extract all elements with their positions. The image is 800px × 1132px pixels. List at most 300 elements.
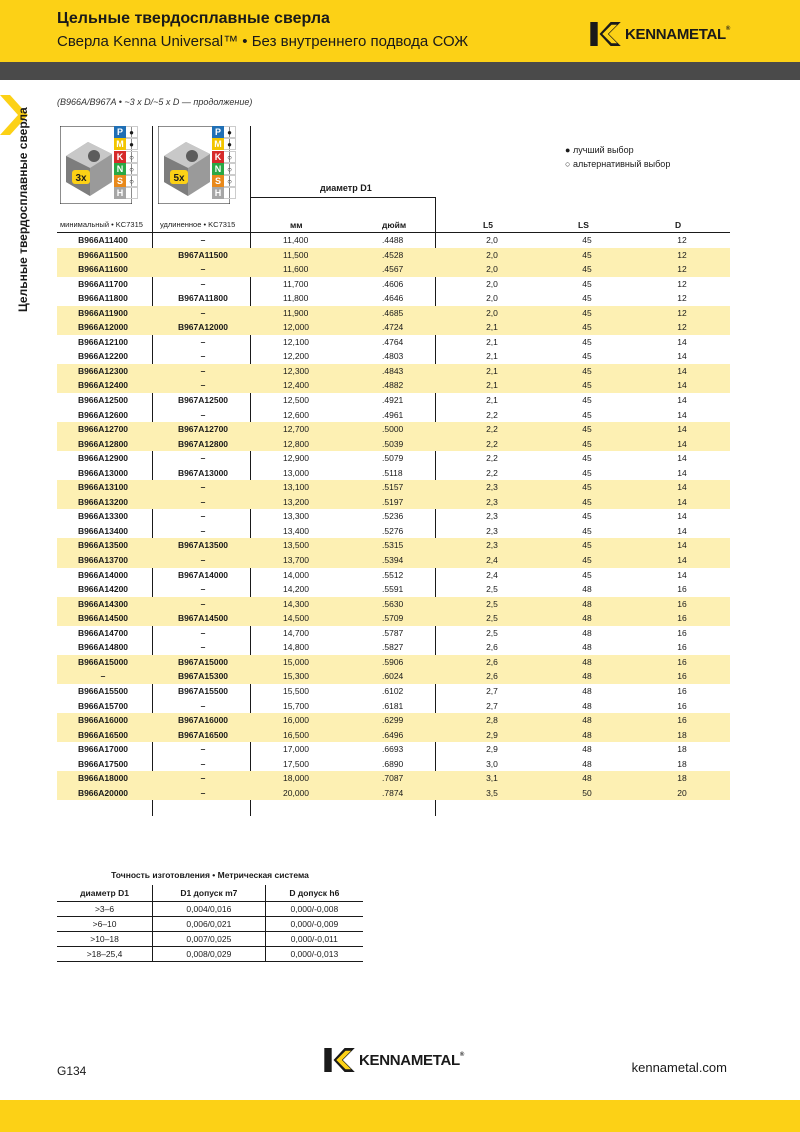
material-letter: K bbox=[212, 151, 224, 163]
d-cell: 14 bbox=[677, 424, 687, 435]
diameter-inch-cell: .4528 bbox=[382, 249, 404, 260]
table-row bbox=[57, 291, 730, 306]
d-cell: 16 bbox=[677, 656, 687, 667]
d-cell: 14 bbox=[677, 525, 687, 536]
d-cell: 18 bbox=[677, 758, 687, 769]
order-ext-cell: B967A11500 bbox=[178, 249, 228, 260]
l5-cell: 2,3 bbox=[486, 511, 498, 522]
l5-cell: 2,1 bbox=[486, 365, 498, 376]
order-ext-cell: – bbox=[200, 555, 206, 566]
diameter-mm-cell: 11,800 bbox=[283, 293, 309, 304]
l5-cell: 2,4 bbox=[486, 569, 498, 580]
tol-cell: 0,008/0,029 bbox=[153, 946, 266, 961]
table-row bbox=[57, 611, 730, 626]
order-ext-cell: B967A11800 bbox=[178, 293, 228, 304]
diameter-inch-cell: .5079 bbox=[382, 453, 404, 464]
d-cell: 14 bbox=[677, 496, 687, 507]
diameter-mm-cell: 15,000 bbox=[283, 656, 309, 667]
ls-cell: 48 bbox=[582, 773, 592, 784]
order-ext-cell: – bbox=[200, 264, 206, 275]
l5-cell: 2,5 bbox=[486, 613, 498, 624]
table-row bbox=[57, 437, 730, 452]
table-row bbox=[57, 262, 730, 277]
ls-cell: 48 bbox=[582, 613, 592, 624]
ls-cell: 48 bbox=[582, 758, 592, 769]
ls-cell: 45 bbox=[582, 307, 592, 318]
tol-header: D допуск h6 bbox=[265, 885, 363, 901]
order-ext-cell: B967A14500 bbox=[177, 613, 229, 624]
order-ext-cell: – bbox=[200, 496, 206, 507]
hollow-dot-icon: ○ bbox=[565, 159, 571, 169]
order-min-cell: B966A13300 bbox=[77, 511, 129, 522]
ls-cell: 50 bbox=[582, 787, 592, 798]
order-min-cell: B966A17500 bbox=[77, 758, 129, 769]
diameter-mm-cell: 12,200 bbox=[283, 351, 309, 362]
order-min-cell: B966A12600 bbox=[77, 409, 129, 420]
diameter-mm-cell: 14,300 bbox=[283, 598, 309, 609]
d-cell: 16 bbox=[677, 671, 687, 682]
d-cell: 14 bbox=[677, 336, 687, 347]
ls-cell: 48 bbox=[582, 642, 592, 653]
diameter-inch-cell: .5118 bbox=[382, 467, 403, 478]
l5-cell: 2,2 bbox=[486, 409, 498, 420]
order-min-cell: B966A13400 bbox=[77, 525, 129, 536]
footer-kennametal-logo: KENNAMETAL® bbox=[323, 1048, 464, 1072]
tolerance-table bbox=[57, 885, 363, 962]
l5-cell: 2,3 bbox=[486, 496, 498, 507]
diameter-mm-cell: 16,000 bbox=[283, 715, 309, 726]
diameter-inch-cell: .5630 bbox=[382, 598, 404, 609]
l5-cell: 2,9 bbox=[486, 729, 498, 740]
diameter-inch-cell: .7087 bbox=[382, 773, 404, 784]
diameter-inch-cell: .4882 bbox=[382, 380, 404, 391]
table-row bbox=[57, 901, 363, 916]
order-ext-cell: B967A15500 bbox=[177, 685, 229, 696]
material-letter: P bbox=[212, 126, 224, 138]
order-min-cell: B966A15000 bbox=[77, 656, 129, 667]
ls-cell: 45 bbox=[582, 525, 592, 536]
table-row bbox=[57, 728, 730, 743]
order-ext-cell: – bbox=[200, 351, 206, 362]
page-number: G134 bbox=[57, 1064, 87, 1078]
tol-cell: 0,000/-0,013 bbox=[265, 946, 363, 961]
tol-cell: 0,006/0,021 bbox=[153, 916, 266, 931]
order-ext-cell: B967A16500 bbox=[177, 729, 229, 740]
svg-text:5x: 5x bbox=[173, 173, 185, 184]
ls-cell: 48 bbox=[582, 627, 592, 638]
d-cell: 16 bbox=[677, 584, 687, 595]
l5-cell: 2,6 bbox=[486, 671, 498, 682]
diameter-mm-cell: 12,000 bbox=[283, 322, 309, 333]
d-cell: 16 bbox=[677, 598, 687, 609]
ls-cell: 45 bbox=[582, 264, 592, 275]
diameter-mm-cell: 15,300 bbox=[283, 671, 309, 682]
ls-cell: 48 bbox=[582, 685, 592, 696]
order-ext-cell: – bbox=[200, 525, 206, 536]
d-cell: 16 bbox=[677, 700, 687, 711]
d-cell: 14 bbox=[677, 351, 687, 362]
table-group-rule bbox=[250, 197, 435, 198]
material-letter: N bbox=[114, 163, 126, 175]
table-row bbox=[57, 568, 730, 583]
order-min-cell: B966A14000 bbox=[77, 569, 129, 580]
table-row bbox=[57, 306, 730, 321]
page-subtitle: Сверла Kenna Universal™ • Без внутреннего подвода СОЖ bbox=[57, 33, 469, 50]
l5-cell: 2,7 bbox=[486, 685, 498, 696]
table-row bbox=[57, 742, 730, 757]
table-row bbox=[57, 626, 730, 641]
l5-cell: 2,0 bbox=[486, 264, 498, 275]
filled-dot-icon: ● bbox=[565, 145, 571, 155]
d-cell: 14 bbox=[677, 482, 687, 493]
d-cell: 18 bbox=[677, 773, 687, 784]
ls-cell: 45 bbox=[582, 365, 592, 376]
tol-cell: 0,000/-0,011 bbox=[265, 931, 363, 946]
d-cell: 14 bbox=[677, 453, 687, 464]
footer-logo-text: KENNAMETAL bbox=[359, 1051, 460, 1069]
diameter-inch-cell: .5787 bbox=[382, 627, 404, 638]
material-mark: ● bbox=[224, 138, 236, 150]
order-ext-cell: – bbox=[200, 584, 206, 595]
order-min-cell: B966A14500 bbox=[77, 613, 129, 624]
diameter-mm-cell: 12,700 bbox=[283, 424, 309, 435]
legend-best: ● лучший выбор bbox=[565, 145, 634, 155]
logo-text: KENNAMETAL bbox=[625, 25, 726, 43]
order-ext-cell: B967A16000 bbox=[177, 715, 229, 726]
order-ext-cell: B967A12000 bbox=[177, 322, 229, 333]
diameter-mm-cell: 18,000 bbox=[283, 773, 309, 784]
tol-cell: >10–18 bbox=[57, 931, 153, 946]
diameter-mm-cell: 11,700 bbox=[283, 278, 309, 289]
ls-cell: 48 bbox=[582, 598, 592, 609]
l5-cell: 2,8 bbox=[486, 715, 498, 726]
d-cell: 14 bbox=[677, 409, 687, 420]
diameter-inch-cell: .4803 bbox=[382, 351, 404, 362]
order-min-cell: B966A11400 bbox=[78, 235, 128, 245]
l5-cell: 2,6 bbox=[486, 656, 498, 667]
tolerance-title: Точность изготовления • Метрическая система bbox=[111, 870, 309, 880]
tol-cell: 0,004/0,016 bbox=[153, 901, 266, 916]
ls-cell: 45 bbox=[582, 467, 592, 478]
l5-cell: 2,7 bbox=[486, 700, 498, 711]
table-row bbox=[57, 916, 363, 931]
col-header-mm: мм bbox=[290, 220, 303, 230]
material-mark: ○ bbox=[224, 151, 236, 163]
table-row bbox=[57, 422, 730, 437]
material-letter: S bbox=[114, 175, 126, 187]
table-row bbox=[57, 713, 730, 728]
order-min-cell: B966A14800 bbox=[77, 642, 129, 653]
material-letter: H bbox=[212, 187, 224, 199]
diameter-inch-cell: .5000 bbox=[382, 424, 404, 435]
material-row-h bbox=[212, 187, 236, 199]
order-min-cell: B966A12700 bbox=[77, 424, 129, 435]
diameter-mm-cell: 11,900 bbox=[283, 307, 309, 318]
d-cell: 16 bbox=[677, 715, 687, 726]
ls-cell: 45 bbox=[582, 496, 592, 507]
tolerance-header-row bbox=[57, 885, 363, 901]
l5-cell: 2,1 bbox=[486, 351, 498, 362]
d-cell: 14 bbox=[677, 395, 687, 406]
l5-cell: 2,5 bbox=[486, 598, 498, 609]
diameter-inch-cell: .6181 bbox=[382, 700, 404, 711]
ls-cell: 45 bbox=[582, 336, 592, 347]
table-row bbox=[57, 786, 730, 801]
order-min-cell: B966A13500 bbox=[77, 540, 129, 551]
order-min-cell: B966A12500 bbox=[77, 395, 129, 406]
tol-cell: >3–6 bbox=[57, 901, 153, 916]
table-row bbox=[57, 233, 730, 248]
order-ext-cell: B967A12700 bbox=[177, 424, 229, 435]
diameter-inch-cell: .5276 bbox=[382, 525, 404, 536]
order-min-cell: B966A14700 bbox=[77, 627, 129, 638]
tol-cell: 0,000/-0,009 bbox=[265, 916, 363, 931]
l5-cell: 2,2 bbox=[486, 453, 498, 464]
diameter-mm-cell: 14,700 bbox=[283, 627, 309, 638]
ls-cell: 45 bbox=[582, 569, 592, 580]
order-min-cell: B966A15500 bbox=[77, 685, 129, 696]
diameter-inch-cell: .5315 bbox=[382, 540, 404, 551]
l5-cell: 2,0 bbox=[486, 235, 498, 245]
order-ext-cell: – bbox=[200, 307, 206, 318]
ls-cell: 45 bbox=[582, 249, 592, 260]
diameter-mm-cell: 15,700 bbox=[283, 700, 309, 711]
order-min-cell: B966A12900 bbox=[77, 453, 129, 464]
diameter-inch-cell: .6496 bbox=[382, 729, 404, 740]
diameter-mm-cell: 12,900 bbox=[283, 453, 309, 464]
material-row-p bbox=[114, 126, 138, 138]
order-ext-cell: B967A15300 bbox=[177, 671, 229, 682]
d-cell: 12 bbox=[677, 322, 687, 333]
order-min-cell: B966A11700 bbox=[78, 278, 128, 289]
ls-cell: 48 bbox=[582, 700, 592, 711]
diameter-mm-cell: 12,100 bbox=[283, 336, 309, 347]
material-row-m bbox=[212, 138, 236, 150]
d-cell: 14 bbox=[677, 365, 687, 376]
ls-cell: 45 bbox=[582, 511, 592, 522]
d-cell: 16 bbox=[677, 642, 687, 653]
material-grid-3x bbox=[114, 126, 138, 200]
table-row bbox=[57, 597, 730, 612]
table-row bbox=[57, 349, 730, 364]
diameter-mm-cell: 14,000 bbox=[283, 569, 309, 580]
material-letter: N bbox=[212, 163, 224, 175]
ls-cell: 45 bbox=[582, 322, 592, 333]
diameter-inch-cell: .4685 bbox=[382, 307, 404, 318]
l5-cell: 2,0 bbox=[486, 307, 498, 318]
order-min-cell: B966A11800 bbox=[78, 293, 128, 304]
diameter-inch-cell: .4567 bbox=[382, 264, 404, 275]
table-row bbox=[57, 640, 730, 655]
order-ext-cell: – bbox=[200, 453, 206, 464]
kennametal-k-icon bbox=[589, 22, 623, 46]
order-min-cell: B966A17000 bbox=[77, 744, 129, 755]
diameter-inch-cell: .5591 bbox=[382, 584, 404, 595]
material-row-n bbox=[212, 163, 236, 175]
material-mark: ○ bbox=[126, 175, 138, 187]
ls-cell: 45 bbox=[582, 395, 592, 406]
material-mark: ○ bbox=[126, 151, 138, 163]
website-link[interactable]: kennametal.com bbox=[631, 1060, 727, 1075]
diameter-inch-cell: .5394 bbox=[382, 555, 404, 566]
material-mark: ● bbox=[126, 138, 138, 150]
table-row bbox=[57, 408, 730, 423]
material-mark bbox=[126, 187, 138, 199]
d-cell: 14 bbox=[677, 569, 687, 580]
d-cell: 16 bbox=[677, 613, 687, 624]
order-ext-cell: – bbox=[200, 787, 206, 798]
table-row bbox=[57, 378, 730, 393]
table-row bbox=[57, 248, 730, 263]
table-row bbox=[57, 393, 730, 408]
diameter-mm-cell: 12,600 bbox=[283, 409, 309, 420]
l5-cell: 2,1 bbox=[486, 395, 498, 406]
d-cell: 12 bbox=[677, 249, 687, 260]
table-row bbox=[57, 364, 730, 379]
table-row bbox=[57, 757, 730, 772]
diameter-inch-cell: .5039 bbox=[382, 438, 404, 449]
col-header-ls: LS bbox=[578, 220, 589, 230]
table-row bbox=[57, 524, 730, 539]
order-min-cell: B966A15700 bbox=[77, 700, 129, 711]
table-row bbox=[57, 495, 730, 510]
table-row bbox=[57, 582, 730, 597]
tol-cell: 0,007/0,025 bbox=[153, 931, 266, 946]
table-row bbox=[57, 320, 730, 335]
col-header-d: D bbox=[675, 220, 682, 230]
table-row bbox=[57, 931, 363, 946]
order-min-cell: B966A12400 bbox=[77, 380, 129, 391]
order-ext-cell: – bbox=[200, 235, 206, 245]
order-ext-cell: – bbox=[200, 511, 206, 522]
diameter-mm-cell: 11,500 bbox=[283, 249, 309, 260]
order-min-cell: B966A14200 bbox=[77, 584, 129, 595]
table-row bbox=[57, 771, 730, 786]
l5-cell: 2,1 bbox=[486, 336, 498, 347]
diameter-mm-cell: 12,500 bbox=[283, 395, 309, 406]
diameter-inch-cell: .4724 bbox=[382, 322, 404, 333]
table-row bbox=[57, 466, 730, 481]
order-ext-cell: B967A14000 bbox=[177, 569, 229, 580]
order-ext-cell: B967A12800 bbox=[177, 438, 229, 449]
order-ext-cell: – bbox=[200, 380, 206, 391]
order-ext-cell: – bbox=[200, 278, 206, 289]
l5-cell: 2,3 bbox=[486, 482, 498, 493]
ls-cell: 45 bbox=[582, 278, 592, 289]
diameter-mm-cell: 13,000 bbox=[283, 467, 309, 478]
l5-cell: 2,5 bbox=[486, 584, 498, 595]
l5-cell: 3,1 bbox=[486, 773, 498, 784]
order-ext-cell: – bbox=[200, 642, 206, 653]
d-cell: 14 bbox=[677, 467, 687, 478]
icon-label-min: минимальный • KC7315 bbox=[60, 220, 143, 229]
material-mark: ○ bbox=[224, 163, 236, 175]
drill-table-body bbox=[57, 233, 730, 800]
l5-cell: 2,2 bbox=[486, 424, 498, 435]
l5-cell: 3,0 bbox=[486, 758, 498, 769]
diameter-mm-cell: 14,800 bbox=[283, 642, 309, 653]
table-row bbox=[57, 946, 363, 961]
ls-cell: 48 bbox=[582, 671, 592, 682]
table-row bbox=[57, 655, 730, 670]
d-cell: 16 bbox=[677, 627, 687, 638]
ls-cell: 45 bbox=[582, 351, 592, 362]
diameter-inch-cell: .6102 bbox=[382, 685, 404, 696]
diameter-mm-cell: 12,400 bbox=[283, 380, 309, 391]
table-row bbox=[57, 277, 730, 292]
d-cell: 14 bbox=[677, 380, 687, 391]
diameter-inch-cell: .6299 bbox=[382, 715, 404, 726]
diameter-mm-cell: 12,800 bbox=[283, 438, 309, 449]
table-row bbox=[57, 669, 730, 684]
order-ext-cell: B967A13000 bbox=[177, 467, 229, 478]
material-row-s bbox=[114, 175, 138, 187]
diameter-mm-cell: 13,300 bbox=[283, 511, 309, 522]
diameter-mm-cell: 14,200 bbox=[283, 584, 309, 595]
diameter-inch-cell: .4646 bbox=[382, 293, 404, 304]
l5-cell: 2,6 bbox=[486, 642, 498, 653]
order-ext-cell: – bbox=[200, 627, 206, 638]
d-cell: 14 bbox=[677, 540, 687, 551]
diameter-inch-cell: .5709 bbox=[382, 613, 404, 624]
material-grid-5x bbox=[212, 126, 236, 200]
tol-cell: >6–10 bbox=[57, 916, 153, 931]
order-min-cell: B966A11900 bbox=[78, 307, 128, 318]
d-cell: 16 bbox=[677, 685, 687, 696]
diameter-inch-cell: .4606 bbox=[382, 278, 404, 289]
diameter-mm-cell: 17,500 bbox=[283, 758, 309, 769]
order-ext-cell: B967A13500 bbox=[177, 540, 229, 551]
diameter-mm-cell: 15,500 bbox=[283, 685, 309, 696]
order-min-cell: B966A20000 bbox=[77, 787, 129, 798]
ls-cell: 45 bbox=[582, 453, 592, 464]
diameter-inch-cell: .5157 bbox=[382, 482, 404, 493]
ls-cell: 45 bbox=[582, 438, 592, 449]
diameter-mm-cell: 13,700 bbox=[283, 555, 309, 566]
kennametal-k-icon bbox=[323, 1048, 357, 1072]
table-row bbox=[57, 509, 730, 524]
ls-cell: 48 bbox=[582, 729, 592, 740]
header-dark-bar bbox=[0, 62, 800, 80]
diameter-inch-cell: .7874 bbox=[382, 787, 404, 798]
material-letter: P bbox=[114, 126, 126, 138]
diameter-inch-cell: .4764 bbox=[382, 336, 404, 347]
material-row-p bbox=[212, 126, 236, 138]
d-cell: 18 bbox=[677, 729, 687, 740]
diameter-mm-cell: 13,100 bbox=[283, 482, 309, 493]
diameter-inch-cell: .6890 bbox=[382, 758, 404, 769]
l5-cell: 2,0 bbox=[486, 249, 498, 260]
material-letter: M bbox=[114, 138, 126, 150]
d-cell: 12 bbox=[677, 235, 687, 245]
diameter-mm-cell: 12,300 bbox=[283, 365, 309, 376]
order-min-cell: – bbox=[100, 671, 106, 682]
d-cell: 20 bbox=[677, 787, 687, 798]
kennametal-logo: KENNAMETAL® bbox=[589, 22, 730, 46]
diameter-mm-cell: 13,500 bbox=[283, 540, 309, 551]
order-min-cell: B966A12200 bbox=[77, 351, 129, 362]
ls-cell: 45 bbox=[582, 235, 592, 245]
diameter-inch-cell: .5827 bbox=[382, 642, 404, 653]
diameter-inch-cell: .5906 bbox=[382, 656, 404, 667]
ls-cell: 48 bbox=[582, 584, 592, 595]
ls-cell: 45 bbox=[582, 409, 592, 420]
order-ext-cell: – bbox=[200, 365, 206, 376]
l5-cell: 2,1 bbox=[486, 380, 498, 391]
diameter-inch-cell: .5197 bbox=[382, 496, 404, 507]
order-ext-cell: B967A15000 bbox=[177, 656, 229, 667]
diameter-inch-cell: .6024 bbox=[382, 671, 404, 682]
